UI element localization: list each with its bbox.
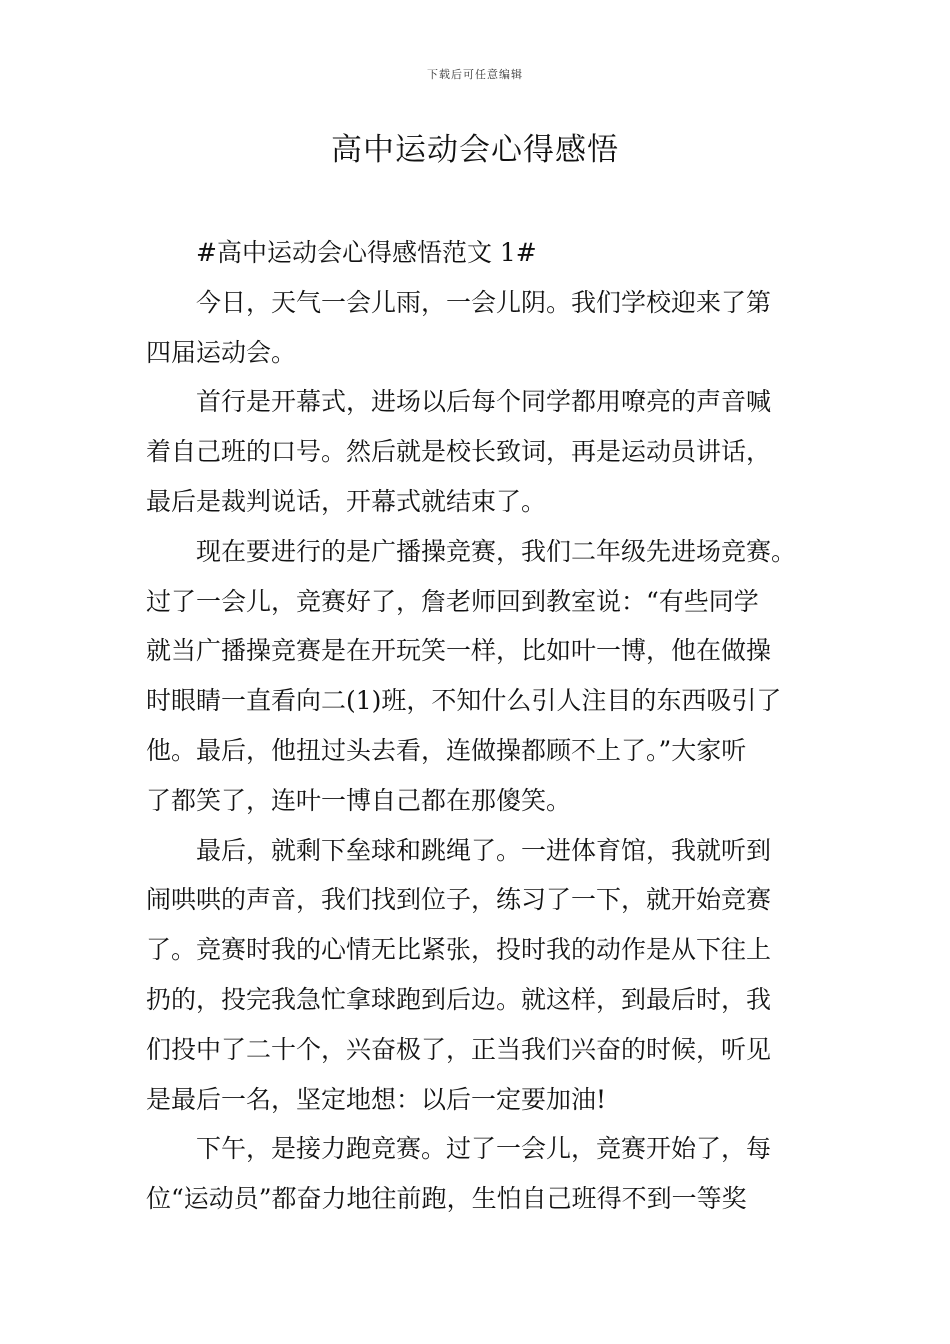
document-title: 高中运动会心得感悟 <box>331 132 619 168</box>
body-line: 现在要进行的是广播操竞赛，我们二年级先进场竞赛。 <box>196 536 797 566</box>
body-line: 们投中了二十个，兴奋极了，正当我们兴奋的时候，听见 <box>146 1034 772 1064</box>
body-line: 了。竞赛时我的心情无比紧张，投时我的动作是从下往上 <box>146 935 772 965</box>
body-line: 他。最后，他扭过头去看，连做操都顾不上了。”大家听 <box>146 735 747 765</box>
body-line: 最后，就剩下垒球和跳绳了。一进体育馆，我就听到 <box>196 835 772 865</box>
body-line: 就当广播操竞赛是在开玩笑一样，比如叶一博，他在做操 <box>146 636 772 666</box>
body-line: 下午，是接力跑竞赛。过了一会儿，竞赛开始了，每 <box>196 1134 772 1164</box>
body-line: 位“运动员”都奋力地往前跑，生怕自己班得不到一等奖 <box>146 1184 747 1214</box>
body-line: 四届运动会。 <box>146 337 297 367</box>
body-line: 首行是开幕式，进场以后每个同学都用嘹亮的声音喊 <box>196 387 772 417</box>
body-line: 过了一会儿，竞赛好了，詹老师回到教室说：“有些同学 <box>146 586 759 616</box>
body-line: 时眼睛一直看向二(1)班，不知什么引人注目的东西吸引了 <box>146 686 782 716</box>
body-line: 着自己班的口号。然后就是校长致词，再是运动员讲话， <box>146 437 772 467</box>
body-line: 今日，天气一会儿雨，一会儿阴。我们学校迎来了第 <box>196 287 772 317</box>
body-line: #高中运动会心得感悟范文 1# <box>196 238 537 267</box>
body-line: 闹哄哄的声音，我们找到位子，练习了一下，就开始竞赛 <box>146 885 772 915</box>
body-line: 最后是裁判说话，开幕式就结束了。 <box>146 486 547 516</box>
body-line: 了都笑了，连叶一博自己都在那傻笑。 <box>146 785 572 815</box>
body-line: 是最后一名，坚定地想：以后一定要加油! <box>146 1084 607 1114</box>
header-note: 下载后可任意编辑 <box>427 68 523 81</box>
body-line: 扔的，投完我急忙拿球跑到后边。就这样，到最后时，我 <box>146 984 772 1014</box>
document-body <box>146 228 808 1224</box>
